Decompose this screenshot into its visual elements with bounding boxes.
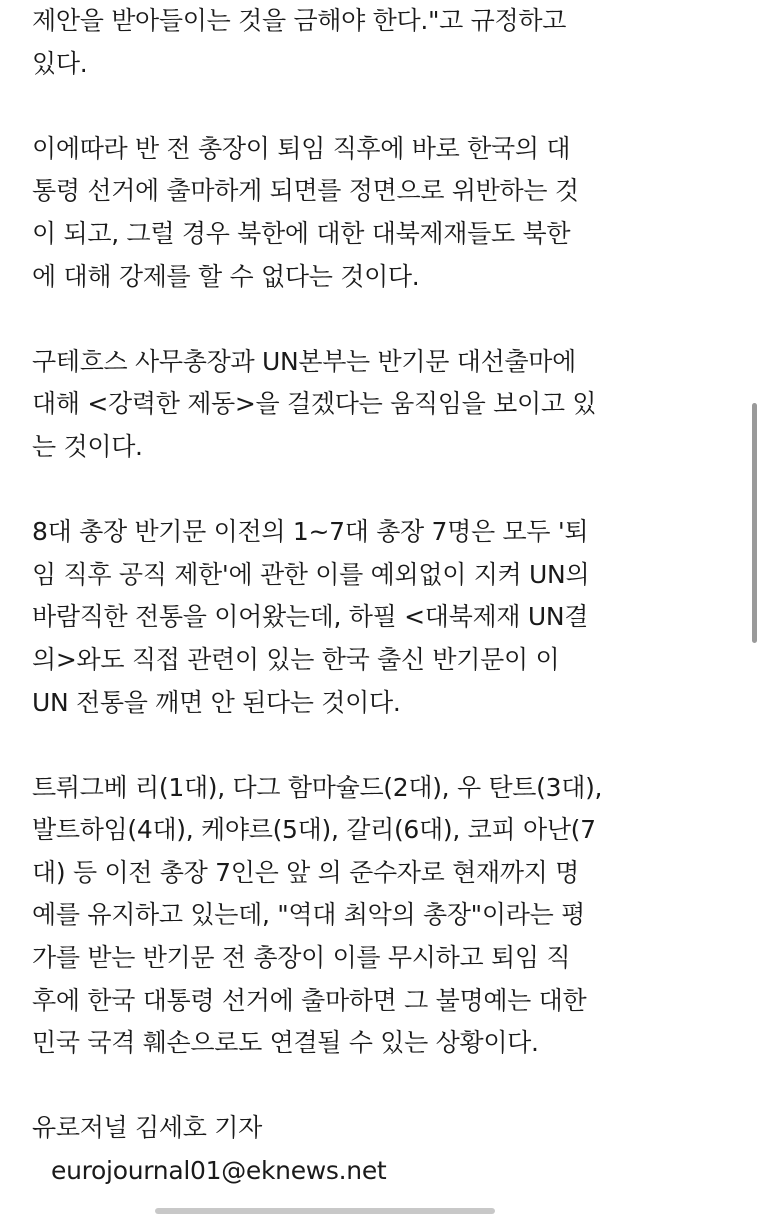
article-line: 임 직후 공직 제한'에 관한 이를 예외없이 지켜 UN의	[32, 559, 590, 589]
article-line: 있다.	[32, 48, 88, 78]
article-line: 트뤼그베 리(1대), 다그 함마슐드(2대), 우 탄트(3대),	[32, 772, 603, 802]
article-body	[32, 0, 652, 1193]
paragraph-gap	[32, 1065, 652, 1108]
article-line: 이 되고, 그럴 경우 북한에 대한 대북제재들도 북한	[32, 218, 571, 248]
paragraph-gap	[32, 298, 652, 341]
article-line: UN 전통을 깨면 안 된다는 것이다.	[32, 687, 401, 717]
article-line: 이에따라 반 전 총장이 퇴임 직후에 바로 한국의 대	[32, 133, 571, 163]
article-line: 에 대해 강제를 할 수 없다는 것이다.	[32, 261, 420, 291]
article-line: 통령 선거에 출마하게 되면를 정면으로 위반하는 것	[32, 176, 579, 206]
paragraph-gap	[32, 724, 652, 767]
article-line: 바람직한 전통을 이어왔는데, 하필 <대북제재 UN결	[32, 602, 589, 632]
article-line: 8대 총장 반기문 이전의 1~7대 총장 7명은 모두 '퇴	[32, 517, 589, 547]
scrollbar-thumb[interactable]	[752, 403, 757, 643]
paragraph-gap	[32, 85, 652, 128]
article-line: 예를 유지하고 있는데, "역대 최악의 총장"이라는 평	[32, 900, 585, 930]
home-indicator[interactable]	[155, 1208, 495, 1214]
article-line: 의>와도 직접 관련이 있는 한국 출신 반기문이 이	[32, 644, 560, 674]
article-line: 민국 국격 훼손으로도 연결될 수 있는 상황이다.	[32, 1028, 539, 1058]
article-line: 는 것이다.	[32, 431, 143, 461]
paragraph-gap	[32, 469, 652, 512]
article-line: 대해 <강력한 제동>을 걸겠다는 움직임을 보이고 있	[32, 389, 597, 419]
reporter-email-link[interactable]: eurojournal01@eknews.net	[51, 1156, 387, 1186]
article-line: 가를 받는 반기문 전 총장이 이를 무시하고 퇴임 직	[32, 943, 571, 973]
article-line: 후에 한국 대통령 선거에 출마하면 그 불명예는 대한	[32, 985, 587, 1015]
article-line: 발트하임(4대), 케야르(5대), 갈리(6대), 코피 아난(7	[32, 815, 596, 845]
byline: 유로저널 김세호 기자	[32, 1113, 262, 1143]
article-line: 구테흐스 사무총장과 UN본부는 반기문 대선출마에	[32, 346, 576, 376]
article-line: 대) 등 이전 총장 7인은 앞 의 준수자로 현재까지 명	[32, 857, 580, 887]
article-line: 제안을 받아들이는 것을 금해야 한다."고 규정하고	[32, 6, 567, 35]
